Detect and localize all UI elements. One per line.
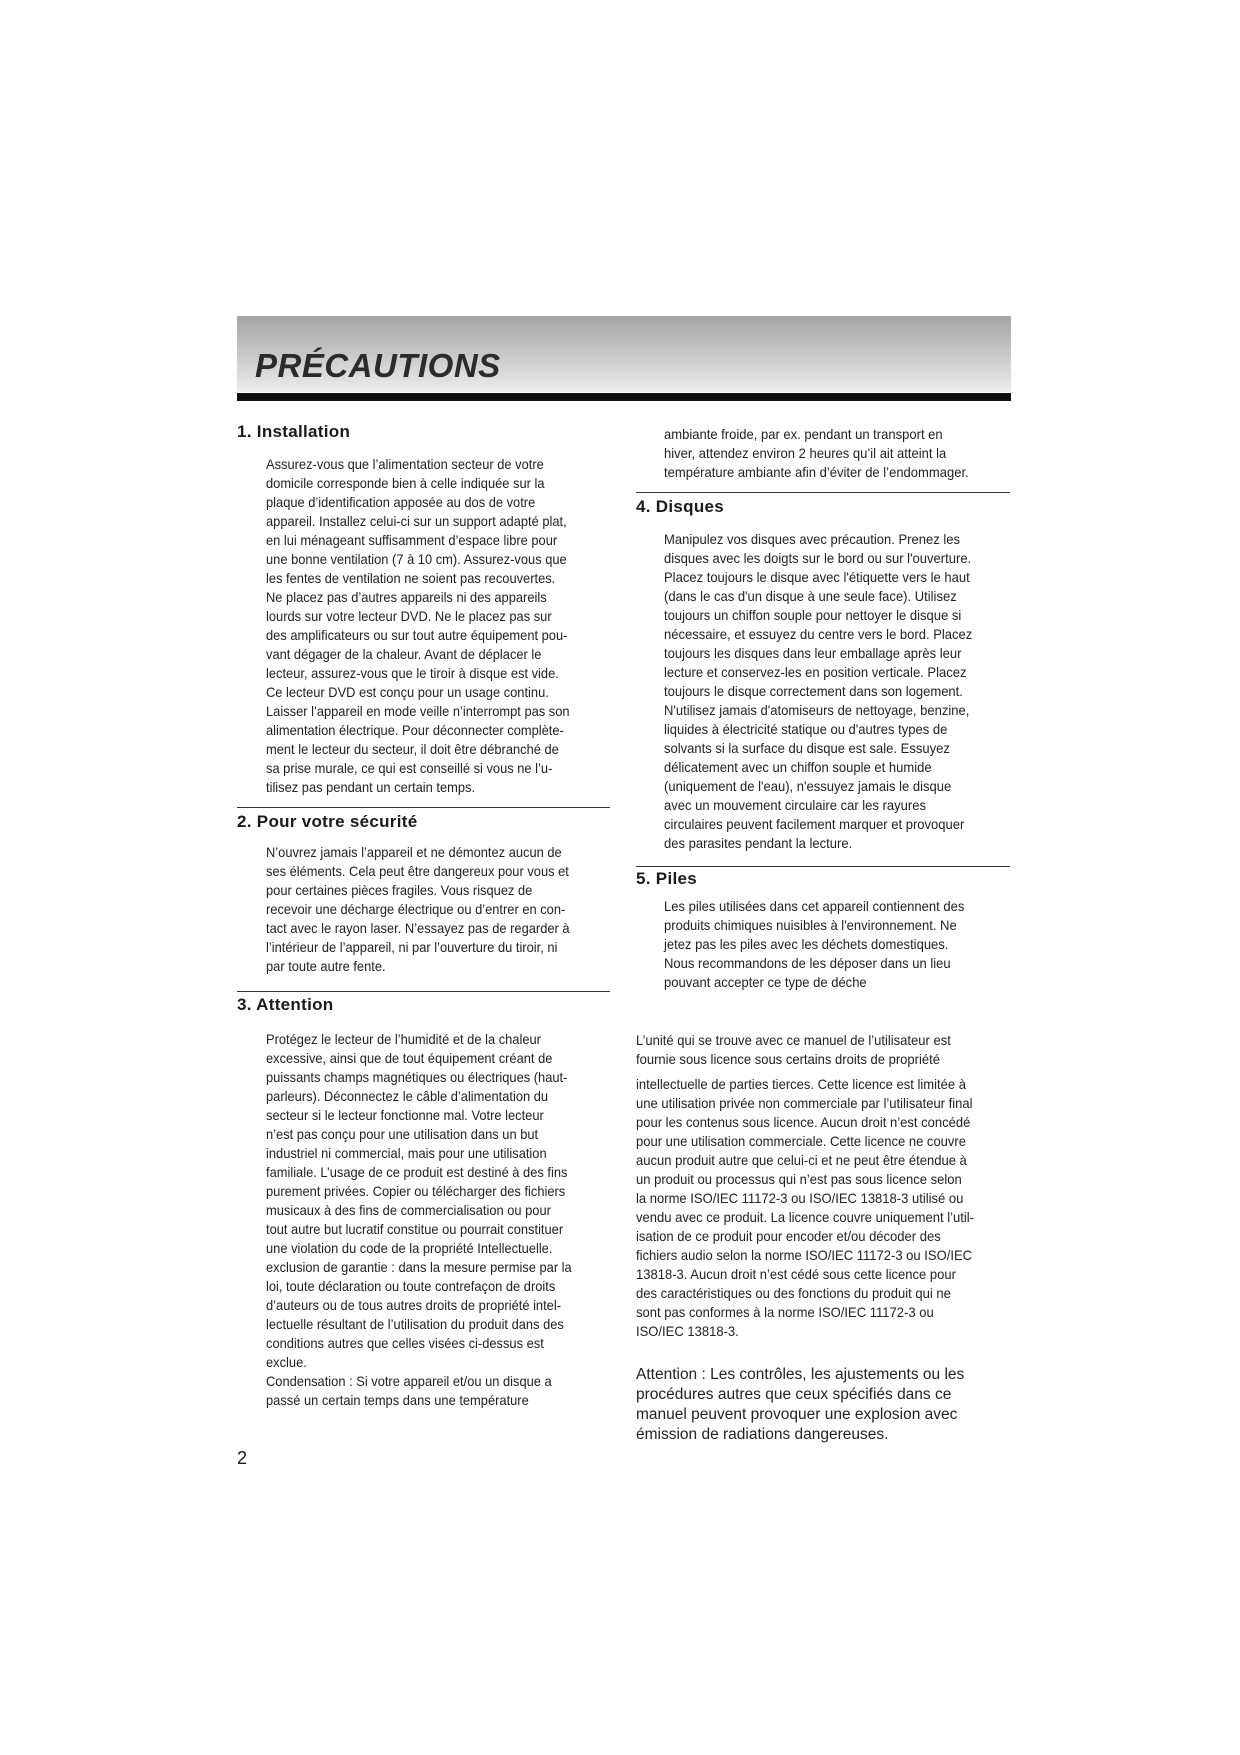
section-divider xyxy=(636,866,1010,867)
section-divider xyxy=(636,492,1010,493)
title-underline xyxy=(237,393,1011,401)
license-intro: L’unité qui se trouve avec ce manuel de l’utilisateur est fournie sous licence sous certains droits de propriété xyxy=(636,1032,951,1067)
section-title-disques: 4. Disques xyxy=(636,497,725,516)
section-body-attention: Protégez le lecteur de l’humidité et de la chaleur excessive, ainsi que de tout équipement créant de puissants champs magnétiques ou électriques (haut- parleurs). Déconnectez le câble d’alimentation du secteur si le lecteur fonctionne mal. Votre lecteur n’est pas conçu pour une utilisation dans un but industriel ni commercial, mais pour une utilisation familiale. L’usage de ce produit est destiné à des fins purement privées. Copier ou télécharger des fichiers musicaux à des fins de commercialisation ou pour tout autre but lucratif constitue ou pourrait constituer une violation du code de la propriété Intellectuelle. exclusion de garantie : dans la mesure permise par la loi, toute déclaration ou toute contrefaçon de droits d’auteurs ou de tous autres droits de propriété intel- lectuelle résultant de l’utilisation du produit dans des conditions autres que celles visées ci-dessus est exclue. Condensation : Si votre appareil et/ou un disque a passé un certain temps dans une température xyxy=(266,1031,572,1408)
section-title-securite: 2. Pour votre sécurité xyxy=(237,812,418,831)
section-title-piles: 5. Piles xyxy=(636,869,697,888)
section-body-disques: Manipulez vos disques avec précaution. Prenez les disques avec les doigts sur le bord ou sur l'ouverture. Placez toujours le disque avec l'étiquette vers le haut (dans le cas d'un disque à une seule face). Utilisez toujours un chiffon souple pour nettoyer le disque si nécessaire, et essuyez du centre vers le bord. Placez toujours les disques dans leur emballage après leur lecture et conservez-les en position verticale. Placez toujours le disque correctement dans son logement. N'utilisez jamais d'atomiseurs de nettoyage, benzine, liquides à électricité statique ou d'autres types de solvants si la surface du disque est sale. Essuyez délicatement avec un chiffon souple et humide (uniquement de l'eau), n'essuyez jamais le disque avec un mouvement circulaire car les rayures circulaires peuvent facilement marquer et provoquer des parasites pendant la lecture. xyxy=(664,531,973,851)
license-body: intellectuelle de parties tierces. Cette licence est limitée à une utilisation privée non commerciale par l’utilisateur final pour les contenus sous licence. Aucun droit n’est concédé pour une utilisation commerciale. Cette licence ne couvre aucun produit autre que celui-ci et ne peut être étendue à un produit ou processus qui n’est pas sous licence selon la norme ISO/IEC 11172-3 ou ISO/IEC 13818-3 utilisé ou vendu avec ce produit. La licence couvre uniquement l’util- isation de ce produit pour encoder et/ou décoder des fichiers audio selon la norme ISO/IEC 11172-3 ou ISO/IEC 13818-3. Aucun droit n’est cédé sous cette licence pour des caractéristiques ou des fonctions du produit qui ne sont pas conformes à la norme ISO/IEC 11172-3 ou ISO/IEC 13818-3. xyxy=(636,1076,974,1339)
title-banner xyxy=(237,316,1011,392)
section-body-attention-continued: ambiante froide, par ex. pendant un transport en hiver, attendez environ 2 heures qu’il ait atteint la température ambiante afin d’éviter de l’endommager. xyxy=(664,426,969,480)
section-divider xyxy=(237,807,610,808)
warning-notice: Attention : Les contrôles, les ajustements ou les procédures autres que ceux spécifiés dans ce manuel peuvent provoquer une explosion avec émission de radiations dangereuses. xyxy=(636,1366,965,1443)
section-title-attention: 3. Attention xyxy=(237,995,334,1014)
page-number: 2 xyxy=(237,1448,248,1468)
section-body-installation: Assurez-vous que l’alimentation secteur de votre domicile corresponde bien à celle indiquée sur la plaque d’identification apposée au dos de votre appareil. Installez celui-ci sur un support adapté plat, en lui ménageant suffisamment d’espace libre pour une bonne ventilation (7 à 10 cm). Assurez-vous que les fentes de ventilation ne soient pas recouvertes. Ne placez pas d’autres appareils ni des appareils lourds sur votre lecteur DVD. Ne le placez pas sur des amplificateurs ou sur tout autre équipement pou- vant dégager de la chaleur. Avant de déplacer le lecteur, assurez-vous que le tiroir à disque est vide. Ce lecteur DVD est conçu pour un usage continu. Laisser l’appareil en mode veille n’interrompt pas son alimentation électrique. Pour déconnecter complète- ment le lecteur du secteur, il doit être débranché de sa prise murale, ce qui est conseillé si vous ne l’u- tilisez pas pendant un certain temps. xyxy=(266,456,570,795)
section-divider xyxy=(237,991,610,992)
section-body-securite: N’ouvrez jamais l’appareil et ne démontez aucun de ses éléments. Cela peut être dangereux pour vous et pour certaines pièces fragiles. Vous risquez de recevoir une décharge électrique ou d’entrer en con- tact avec le rayon laser. N’essayez pas de regarder à l’intérieur de l’appareil, ni par l’ouverture du tiroir, ni par toute autre fente. xyxy=(266,844,570,974)
section-title-installation: 1. Installation xyxy=(237,422,351,441)
section-body-piles: Les piles utilisées dans cet appareil contiennent des produits chimiques nuisibles à l'environnement. Ne jetez pas les piles avec les déchets domestiques. Nous recommandons de les déposer dans un lieu pouvant accepter ce type de déche xyxy=(664,898,965,990)
page-title: PRÉCAUTIONS xyxy=(255,347,501,384)
